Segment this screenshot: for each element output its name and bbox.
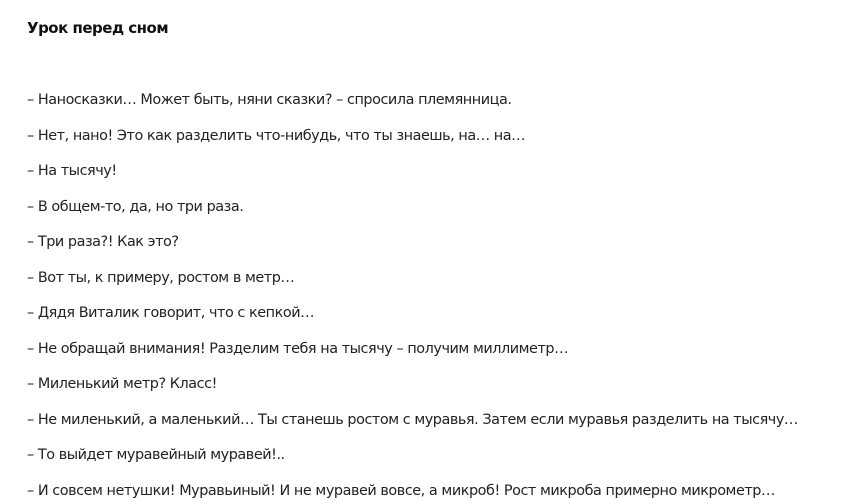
dialogue-line: – Не миленький, а маленький… Ты станешь ростом с муравья. Затем если муравья разделить на тысячу… (27, 411, 798, 428)
dialogue-line: – Вот ты, к примеру, ростом в метр… (27, 269, 295, 286)
dialogue-line: – Не обращай внимания! Разделим тебя на тысячу – получим миллиметр… (27, 340, 569, 357)
dialogue-line: – Три раза?! Как это? (27, 234, 179, 250)
dialogue-line: – И совсем нетушки! Муравьиный! И не муравей вовсе, а микроб! Рост микроба примерно микрометр… (27, 482, 775, 499)
dialogue-line: – В общем-то, да, но три раза. (27, 198, 244, 215)
dialogue-list (27, 89, 798, 500)
dialogue-line: – Миленький метр? Класс! (27, 376, 217, 392)
dialogue-line: – На тысячу! (27, 163, 117, 179)
dialogue-line: – То выйдет муравейный муравей!.. (27, 447, 285, 463)
dialogue-line: – Наносказки… Может быть, няни сказки? – спросила племянница. (27, 92, 512, 108)
dialogue-line: – Дядя Виталик говорит, что с кепкой… (27, 305, 315, 321)
document-title: Урок перед сном (27, 19, 169, 37)
dialogue-line: – Нет, нано! Это как разделить что-нибудь, что ты знаешь, на… на… (27, 127, 526, 144)
